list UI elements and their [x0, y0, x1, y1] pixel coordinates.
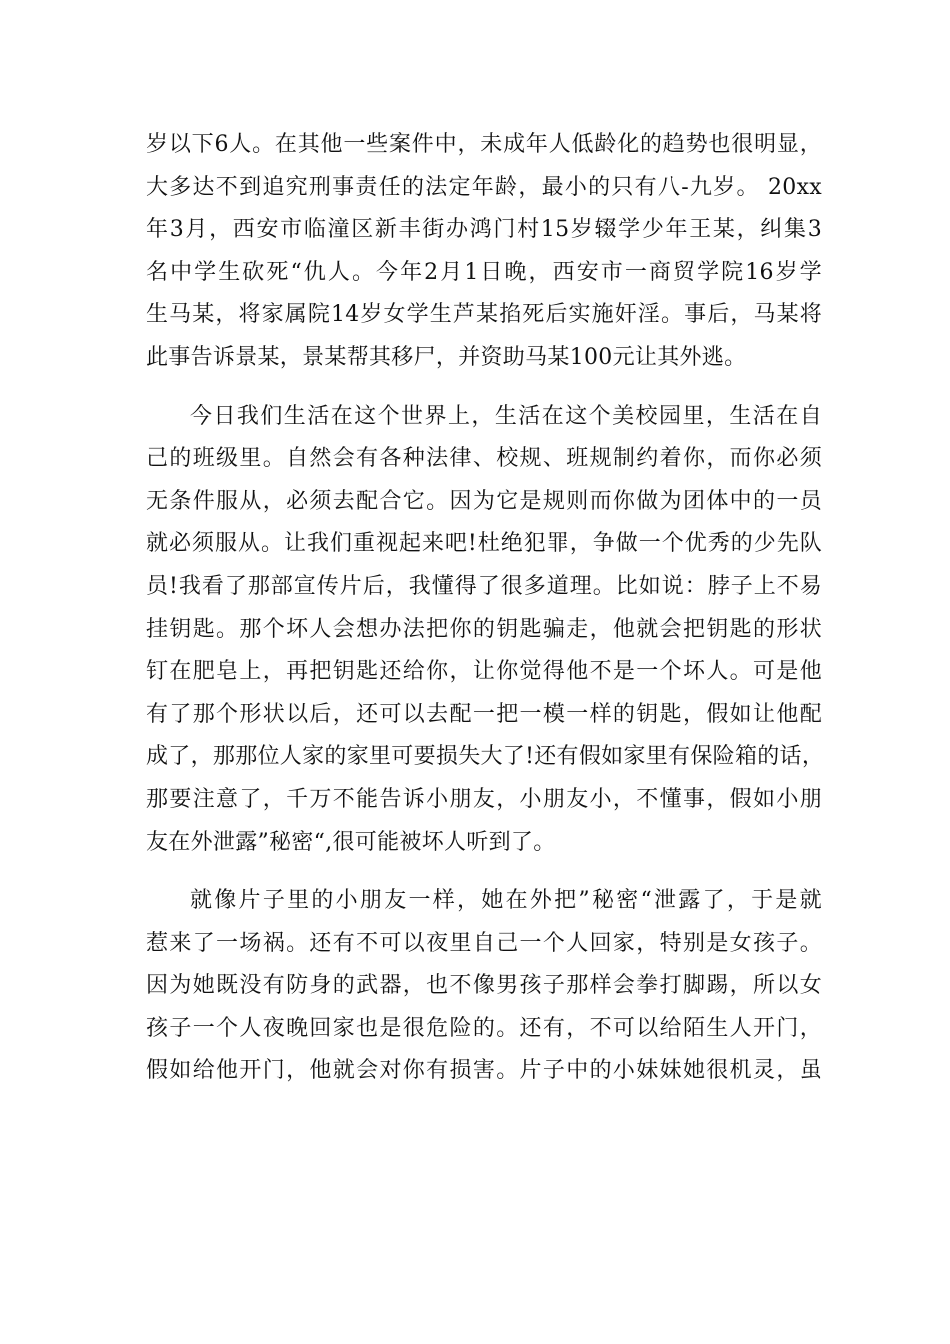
- text-line: 钉在肥皂上，再把钥匙还给你，让你觉得他不是一个坏人。可是他: [146, 659, 822, 685]
- paragraph-1: [146, 124, 822, 380]
- text-line: 此事告诉景某，景某帮其移尸，并资助马某100元让其外逃。: [146, 344, 747, 370]
- text-line: 惹来了一场祸。还有不可以夜里自己一个人回家，特别是女孩子。: [146, 930, 822, 956]
- text-line: 因为她既没有防身的武器，也不像男孩子那样会拳打脚踢，所以女: [146, 973, 822, 999]
- text-line: 孩子一个人夜晚回家也是很危险的。还有，不可以给陌生人开门，: [146, 1015, 822, 1041]
- text-line: 就必须服从。让我们重视起来吧!杜绝犯罪，争做一个优秀的少先队: [146, 531, 822, 557]
- text-line: 无条件服从，必须去配合它。因为它是规则而你做为团体中的一员: [146, 488, 822, 514]
- text-line: 成了，那那位人家的家里可要损失大了!还有假如家里有保险箱的话，: [146, 744, 825, 770]
- text-line: 年3月，西安市临潼区新丰街办鸿门村15岁辍学少年王某，纠集3: [146, 217, 822, 243]
- document-body: [146, 124, 825, 1093]
- text-line: 假如给他开门，他就会对你有损害。片子中的小妹妹她很机灵，虽: [146, 1058, 822, 1084]
- text-line: 生马某，将家属院14岁女学生芦某掐死后实施奸淫。事后，马某将: [146, 302, 822, 328]
- text-line: 就像片子里的小朋友一样，她在外把”秘密“泄露了，于是就: [190, 888, 822, 914]
- text-line: 员!我看了那部宣传片后，我懂得了很多道理。比如说：脖子上不易: [146, 573, 822, 599]
- text-line: 挂钥匙。那个坏人会想办法把你的钥匙骗走，他就会把钥匙的形状: [146, 616, 822, 642]
- text-line: 那要注意了，千万不能告诉小朋友，小朋友小，不懂事，假如小朋: [146, 786, 822, 812]
- text-line: 己的班级里。自然会有各种法律、校规、班规制约着你，而你必须: [146, 446, 822, 472]
- text-line: 今日我们生活在这个世界上，生活在这个美校园里，生活在自: [190, 403, 822, 429]
- text-line: 友在外泄露”秘密“,很可能被坏人听到了。: [146, 829, 556, 855]
- text-line: 有了那个形状以后，还可以去配一把一模一样的钥匙，假如让他配: [146, 701, 822, 727]
- text-line: 名中学生砍死“仇人。今年2月1日晚，西安市一商贸学院16岁学: [146, 259, 822, 285]
- paragraph-3: [146, 880, 822, 1093]
- text-line: 岁以下6人。在其他一些案件中，未成年人低龄化的趋势也很明显，: [146, 132, 822, 157]
- text-line: 大多达不到追究刑事责任的法定年龄，最小的只有八-九岁。 20xx: [146, 174, 822, 200]
- paragraph-2: [146, 396, 825, 865]
